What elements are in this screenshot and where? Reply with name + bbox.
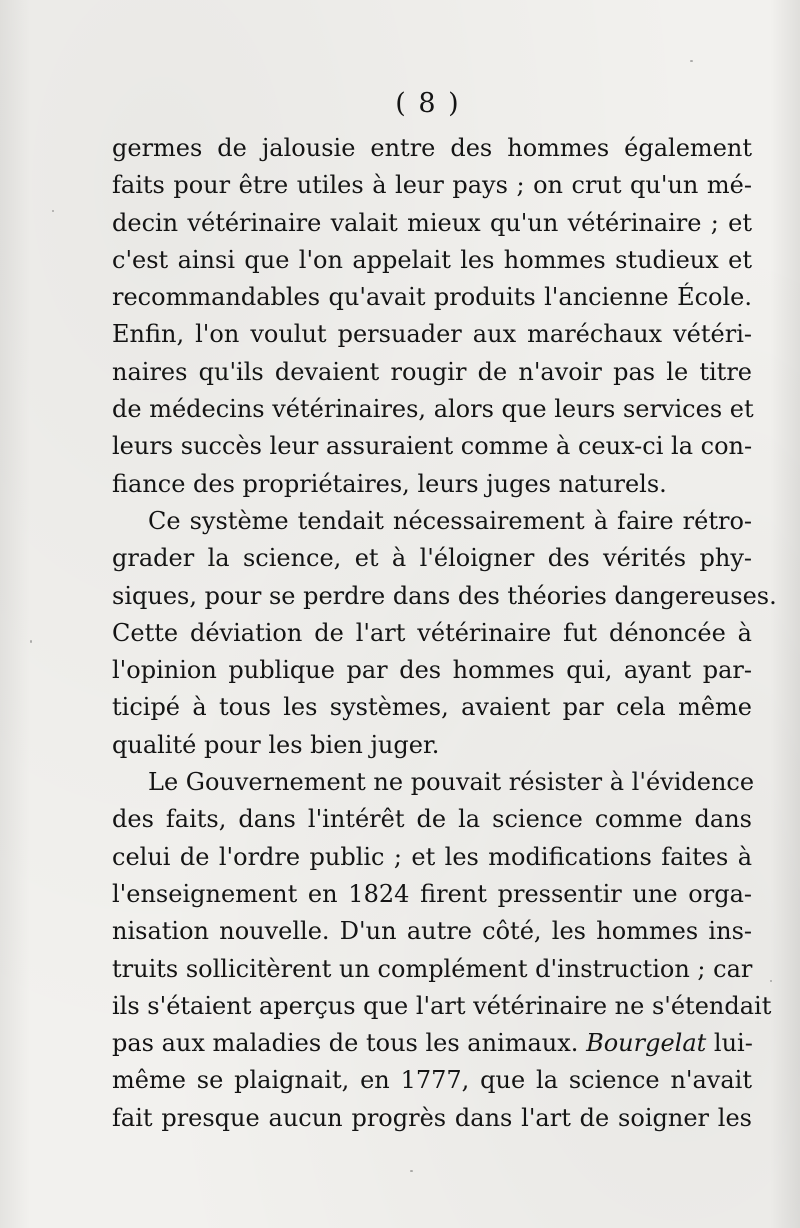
text-line: l'enseignement en 1824 firent pressentir une orga- — [112, 879, 752, 908]
text-line: des faits, dans l'intérêt de la science comme dans — [112, 805, 752, 834]
body-text — [112, 130, 777, 1137]
paper-speck — [52, 210, 54, 212]
paper-speck — [30, 640, 32, 643]
text-line: naires qu'ils devaient rougir de n'avoir pas le titre — [112, 357, 752, 386]
text-line: qualité pour les bien juger. — [112, 730, 440, 759]
text-line: de médecins vétérinaires, alors que leurs services et — [112, 395, 754, 424]
text-segment: lui- — [706, 1029, 753, 1058]
text-line: c'est ainsi que l'on appelait les hommes studieux et — [112, 245, 752, 274]
text-line: truits sollicitèrent un complément d'instruction ; car — [112, 954, 753, 983]
text-line: fait presque aucun progrès dans l'art de soigner les — [112, 1103, 752, 1132]
paragraph-2 — [112, 503, 777, 764]
text-line: germes de jalousie entre des hommes également — [112, 134, 752, 162]
text-line: siques, pour se perdre dans des théories dangereuses. — [112, 581, 777, 610]
paper-speck — [410, 1170, 413, 1172]
page-number: ( 8 ) — [395, 88, 461, 119]
text-line: recommandables qu'avait produits l'ancienne École. — [112, 283, 752, 312]
paragraph-1 — [112, 130, 752, 503]
text-line: ticipé à tous les systèmes, avaient par cela même — [112, 693, 752, 722]
italic-name: Bourgelat — [586, 1029, 707, 1058]
text-line-with-italic — [112, 1025, 752, 1062]
text-line: Ce système tendait nécessairement à faire rétro- — [148, 506, 752, 535]
paper-speck — [770, 980, 772, 982]
paper-speck — [690, 60, 693, 62]
text-segment: pas aux maladies de tous les animaux. — [112, 1029, 579, 1058]
text-line: decin vétérinaire valait mieux qu'un vétérinaire ; et — [112, 208, 752, 237]
text-line: leurs succès leur assuraient comme à ceux-ci la con- — [112, 432, 753, 461]
text-line: celui de l'ordre public ; et les modifications faites à — [112, 842, 752, 871]
text-line: ils s'étaient aperçus que l'art vétérinaire ne s'étendait — [112, 991, 772, 1020]
text-line: Enfin, l'on voulut persuader aux maréchaux vétéri- — [112, 320, 752, 349]
text-line: même se plaignait, en 1777, que la science n'avait — [112, 1066, 752, 1095]
text-line: faits pour être utiles à leur pays ; on crut qu'un mé- — [112, 171, 752, 200]
text-line: nisation nouvelle. D'un autre côté, les hommes ins- — [112, 917, 752, 946]
text-line: Cette déviation de l'art vétérinaire fut dénoncée à — [112, 618, 752, 647]
text-line: Le Gouvernement ne pouvait résister à l'évidence — [148, 768, 755, 797]
text-line: l'opinion publique par des hommes qui, ayant par- — [112, 656, 752, 685]
text-line: grader la science, et à l'éloigner des vérités phy- — [112, 544, 752, 573]
text-line: fiance des propriétaires, leurs juges naturels. — [112, 469, 667, 498]
paragraph-3 — [112, 764, 772, 1137]
